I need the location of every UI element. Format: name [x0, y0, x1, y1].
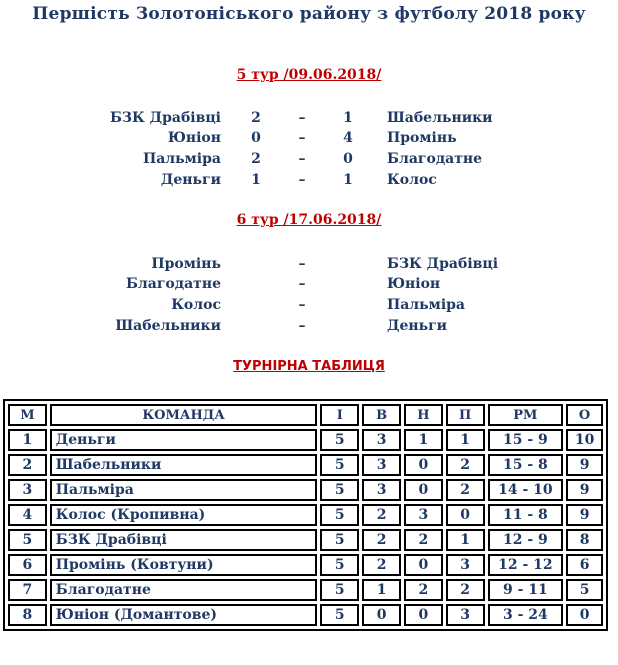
- cell-drawn: 1: [404, 429, 443, 451]
- table-row: [8, 479, 603, 501]
- cell-place: 7: [8, 579, 47, 601]
- away-team: Деньги: [387, 318, 448, 334]
- home-team: Шабельники: [115, 318, 221, 334]
- cell-team: Шабельники: [50, 454, 318, 476]
- match-row: [0, 130, 618, 151]
- match-row: [0, 151, 618, 172]
- col-header-team: КОМАНДА: [50, 404, 318, 426]
- cell-goals: 15 - 8: [488, 454, 564, 476]
- cell-won: 2: [362, 529, 401, 551]
- col-header-played: І: [320, 404, 359, 426]
- cell-lost: 1: [446, 429, 485, 451]
- cell-team: Пальміра: [50, 479, 318, 501]
- cell-team: Колос (Кропивна): [50, 504, 318, 526]
- table-row: [8, 454, 603, 476]
- away-team: Пальміра: [387, 297, 466, 313]
- home-team: БЗК Драбівці: [109, 110, 221, 126]
- score-separator: –: [298, 276, 306, 292]
- cell-won: 1: [362, 579, 401, 601]
- cell-goals: 14 - 10: [488, 479, 564, 501]
- home-score: 2: [251, 110, 261, 126]
- cell-team: БЗК Драбівці: [50, 529, 318, 551]
- away-score: 4: [343, 130, 353, 146]
- away-team: БЗК Драбівці: [387, 256, 499, 272]
- col-header-place: М: [8, 404, 47, 426]
- away-team: Юніон: [387, 276, 441, 292]
- cell-played: 5: [320, 529, 359, 551]
- away-score: 0: [343, 151, 353, 167]
- fixture-row: [0, 297, 618, 318]
- cell-drawn: 0: [404, 554, 443, 576]
- home-score: 2: [251, 151, 261, 167]
- cell-place: 1: [8, 429, 47, 451]
- home-score: 0: [251, 130, 261, 146]
- cell-points: 9: [566, 454, 603, 476]
- table-row: [8, 429, 603, 451]
- home-team: Колос: [171, 297, 221, 313]
- page-title: Першість Золотоніського району з футболу 2018 року: [32, 4, 586, 24]
- home-team: Промінь: [151, 256, 221, 272]
- fixture-row: [0, 318, 618, 339]
- home-team: Деньги: [160, 172, 221, 188]
- cell-goals: 11 - 8: [488, 504, 564, 526]
- cell-lost: 2: [446, 579, 485, 601]
- cell-won: 2: [362, 554, 401, 576]
- score-separator: –: [298, 110, 306, 126]
- cell-points: 0: [566, 604, 603, 626]
- table-header-row: [8, 404, 603, 426]
- cell-drawn: 0: [404, 479, 443, 501]
- cell-place: 3: [8, 479, 47, 501]
- score-separator: –: [298, 297, 306, 313]
- cell-goals: 15 - 9: [488, 429, 564, 451]
- col-header-points: О: [566, 404, 603, 426]
- round-6-heading: 6 тур /17.06.2018/: [236, 212, 382, 228]
- cell-won: 3: [362, 454, 401, 476]
- table-row: [8, 529, 603, 551]
- cell-drawn: 3: [404, 504, 443, 526]
- match-row: [0, 110, 618, 131]
- cell-place: 8: [8, 604, 47, 626]
- cell-won: 2: [362, 504, 401, 526]
- cell-played: 5: [320, 604, 359, 626]
- home-team: Пальміра: [142, 151, 221, 167]
- cell-team: Деньги: [50, 429, 318, 451]
- cell-goals: 3 - 24: [488, 604, 564, 626]
- col-header-goal-diff: РМ: [488, 404, 564, 426]
- standings-table: [3, 399, 608, 631]
- standings-heading: ТУРНІРНА ТАБЛИЦЯ: [233, 359, 385, 374]
- cell-played: 5: [320, 504, 359, 526]
- cell-drawn: 2: [404, 579, 443, 601]
- away-score: 1: [343, 110, 353, 126]
- away-score: 1: [343, 172, 353, 188]
- cell-lost: 3: [446, 604, 485, 626]
- cell-place: 4: [8, 504, 47, 526]
- cell-played: 5: [320, 579, 359, 601]
- score-separator: –: [298, 318, 306, 334]
- table-row: [8, 554, 603, 576]
- home-team: Благодатне: [125, 276, 221, 292]
- cell-points: 6: [566, 554, 603, 576]
- cell-points: 10: [566, 429, 603, 451]
- cell-points: 9: [566, 504, 603, 526]
- score-separator: –: [298, 256, 306, 272]
- cell-lost: 2: [446, 454, 485, 476]
- col-header-won: В: [362, 404, 401, 426]
- fixture-row: [0, 256, 618, 277]
- cell-points: 9: [566, 479, 603, 501]
- col-header-lost: П: [446, 404, 485, 426]
- cell-points: 8: [566, 529, 603, 551]
- cell-place: 2: [8, 454, 47, 476]
- away-team: Благодатне: [387, 151, 483, 167]
- cell-played: 5: [320, 554, 359, 576]
- score-separator: –: [298, 151, 306, 167]
- score-separator: –: [298, 172, 306, 188]
- away-team: Шабельники: [387, 110, 493, 126]
- cell-drawn: 0: [404, 604, 443, 626]
- match-row: [0, 172, 618, 193]
- cell-played: 5: [320, 454, 359, 476]
- cell-team: Юніон (Домантове): [50, 604, 318, 626]
- cell-place: 6: [8, 554, 47, 576]
- cell-points: 5: [566, 579, 603, 601]
- round-5-heading: 5 тур /09.06.2018/: [236, 67, 382, 83]
- cell-place: 5: [8, 529, 47, 551]
- col-header-drawn: Н: [404, 404, 443, 426]
- cell-goals: 12 - 9: [488, 529, 564, 551]
- cell-goals: 9 - 11: [488, 579, 564, 601]
- cell-drawn: 2: [404, 529, 443, 551]
- away-team: Колос: [387, 172, 437, 188]
- cell-lost: 0: [446, 504, 485, 526]
- home-score: 1: [251, 172, 261, 188]
- home-team: Юніон: [167, 130, 221, 146]
- fixture-row: [0, 276, 618, 297]
- cell-goals: 12 - 12: [488, 554, 564, 576]
- cell-won: 3: [362, 479, 401, 501]
- cell-played: 5: [320, 479, 359, 501]
- cell-team: Благодатне: [50, 579, 318, 601]
- cell-drawn: 0: [404, 454, 443, 476]
- away-team: Промінь: [387, 130, 457, 146]
- cell-won: 0: [362, 604, 401, 626]
- table-row: [8, 579, 603, 601]
- cell-team: Промінь (Ковтуни): [50, 554, 318, 576]
- score-separator: –: [298, 130, 306, 146]
- table-row: [8, 504, 603, 526]
- cell-won: 3: [362, 429, 401, 451]
- cell-lost: 2: [446, 479, 485, 501]
- cell-played: 5: [320, 429, 359, 451]
- cell-lost: 1: [446, 529, 485, 551]
- table-row: [8, 604, 603, 626]
- cell-lost: 3: [446, 554, 485, 576]
